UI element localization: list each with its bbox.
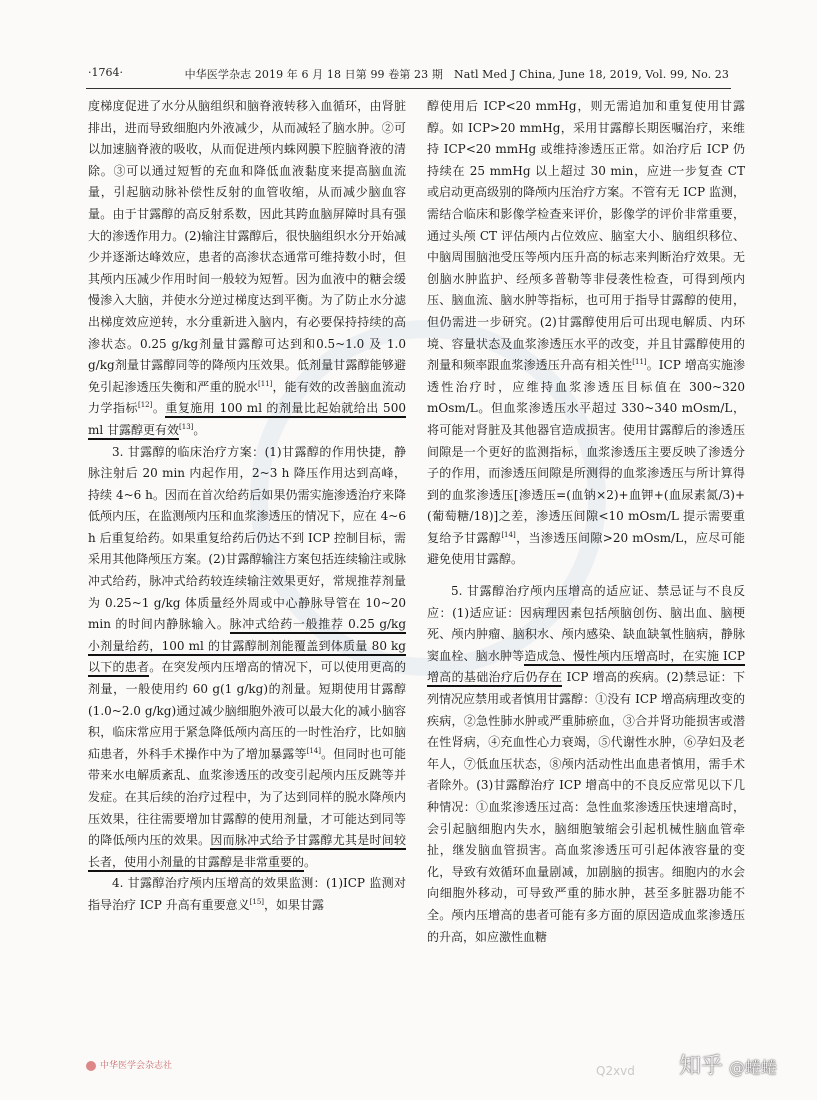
overlay-watermark-text: Q2xvd	[596, 1064, 635, 1078]
left-column	[88, 96, 406, 1056]
paragraph: 3. 甘露醇的临床治疗方案：(1)甘露醇的作用快捷，静脉注射后 20 min 内起作用，2~3 h 降压作用达到高峰，持续 4~6 h。因而在首次给药后如果仍需实施渗透治疗来降低颅内压，在监测颅内压和血浆渗透压的情况下，应在 4~6 h 后重复给药。如果重复给药后仍达不到 ICP 控制目标，需采用其他降颅压方案。(2)甘露醇输注方案包括连续输注或脉冲式给药，脉冲式给药较连续输注效果更好，常规推荐剂量为 0.25~1 g/kg 体质量经外周或中心静脉导管在 10~20 min 的时间内静脉输入。脉冲式给药一般推荐 0.25 g/kg 小剂量给药，100 ml 的甘露醇制剂能覆盖到体质量 80 kg 以下的患者。在突发颅内压增高的情况下，可以使用更高的剂量，一般使用约 60 g(1 g/kg)的剂量。短期使用甘露醇(1.0~2.0 g/kg)通过减少脑细胞外液可以最大化的减小脑容积，临床常应用于紧急降低颅内高压的一时性治疗，比如脑疝患者，外科手术操作中为了增加暴露等[14]。但同时也可能带来水电解质紊乱、血浆渗透压的改变引起颅内压反跳等并发症。在其后续的治疗过程中，为了达到同样的脱水降颅内压效果，往往需要增加甘露醇的使用剂量，才可能达到同等的降低颅内压的效果。因而脉冲式给予甘露醇尤其是时间较长者，使用小剂量的甘露醇是非常重要的。	[88, 442, 406, 874]
paragraph: 4. 甘露醇治疗颅内压增高的效果监测：(1)ICP 监测对指导治疗 ICP 升高有重要意义[15]，如果甘露	[88, 876, 406, 912]
journal-citation: 中华医学杂志 2019 年 6 月 18 日第 99 卷第 23 期 Natl Med J China, June 18, 2019, Vol. 99, No. 23	[184, 68, 729, 81]
right-column	[427, 96, 745, 1056]
paragraph: 醇使用后 ICP<20 mmHg，则无需追加和重复使用甘露醇。如 ICP>20 mmHg，采用甘露醇长期医嘱治疗，来维持 ICP<20 mmHg 或维持渗透压正常。如治疗后 ICP 仍持续在 25 mmHg 以上超过 30 min，应进一步复查 CT 或启动更高级别的降颅内压治疗方案。不管有无 ICP 监测，需结合临床和影像学检查来评价，影像学的评价非常重要，通过头颅 CT 评估颅内占位效应、脑室大小、脑组织移位、中脑周围脑池受压等颅内压升高的标志来判断治疗效果。无创脑水肿监护、经颅多普勒等非侵袭性检查，可得到颅内压、脑血流、脑水肿等指标，也可用于指导甘露醇的使用，但仍需进一步研究。(2)甘露醇使用后可出现电解质、内环境、容量状态及血浆渗透压水平的改变，并且甘露醇使用的剂量和频率跟血浆渗透压升高有相关性[11]。ICP 增高实施渗透性治疗时，应维持血浆渗透压目标值在 300~320 mOsm/L。但血浆渗透压水平超过 330~340 mOsm/L，将可能对肾脏及其他器官造成损害。使用甘露醇后的渗透压间隙是一个更好的监测指标，血浆渗透压主要反映了渗透分子的作用，而渗透压间隙是所测得的血浆渗透压与所计算得到的血浆渗透压[渗透压=(血钠×2)+血钾+(血尿素氮/3)+(葡萄糖/18)]之差，渗透压间隙<10 mOsm/L 提示需要重复给予甘露醇[14]，当渗透压间隙>20 mOsm/L，应尽可能避免使用甘露醇。	[427, 99, 745, 567]
zhihu-watermark	[679, 1049, 777, 1080]
citation: [14]	[501, 530, 516, 539]
paragraph: 5. 甘露醇治疗颅内压增高的适应证、禁忌证与不良反应：(1)适应证：因病理因素包括颅脑创伤、脑出血、脑梗死、颅内肿瘤、脑积水、颅内感染、缺血缺氧性脑病，静脉窦血栓、脑水肿等造成急、慢性颅内压增高时，在实施 ICP 增高的基础治疗后仍存在 ICP 增高的疾病。(2)禁忌证：下列情况应禁用或者慎用甘露醇：①没有 ICP 增高病理改变的疾病，②急性肺水肿或严重肺瘀血，③合并肾功能损害或潜在性肾病，④充血性心力衰竭，⑤代谢性水肿，⑥孕妇及老年人，⑦低血压状态，⑧颅内活动性出血患者慎用，需手术者除外。(3)甘露醇治疗 ICP 增高中的不良反应常见以下几种情况：①血浆渗透压过高：急性血浆渗透压快速增高时，会引起脑细胞内失水，脑细胞皱缩会引起机械性脑血管牵扯，继发脑血管损害。高血浆渗透压可引起体液容量的变化，导致有效循环血量剧减，加剧脑的损害。细胞内的水会向细胞外移动，可导致严重的肺水肿，甚至多脏器功能不全。颅内压增高的患者可能有多方面的原因造成血浆渗透压的升高，如应激性血糖	[427, 584, 745, 944]
header-rule	[86, 88, 731, 89]
citation: [14]	[306, 746, 321, 755]
highlighted-text: 因而脉冲式给予甘露醇尤其是时间较长者，使用小剂量的甘露醇是非常重要的	[88, 833, 406, 872]
citation: [12]	[137, 401, 153, 410]
highlighted-text: 造成急、慢性颅内压增高时，在实施 ICP 增高的基础治疗后仍存在	[427, 649, 745, 688]
citation: [13]	[179, 422, 194, 431]
highlighted-text: 重复施用 100 ml 的剂量比起始就给出 500 ml 甘露醇更有效	[88, 401, 406, 440]
running-header	[88, 66, 729, 84]
highlighted-text: 脉冲式给药一般推荐 0.25 g/kg 小剂量给药，100 ml 的甘露醇制剂能覆盖到体质量 80 kg 以下的患者	[88, 617, 406, 677]
citation: [11]	[258, 379, 273, 388]
paragraph: 度梯度促进了水分从脑组织和脑脊液转移入血循环，由肾脏排出，进而导致细胞内外液减少，从而减轻了脑水肿。②可以加速脑脊液的吸收，从而促进颅内蛛网膜下腔脑脊液的清除。③可以通过短暂的充血和降低血液黏度来提高脑血流量，引起脑动脉补偿性反射的血管收缩，从而减少脑血容量。由于甘露醇的高反射系数，因此其跨血脑屏障时具有强大的渗透作用力。(2)输注甘露醇后，很快脑组织水分开始减少并逐渐达峰效应，患者的高渗状态通常可维持数小时，但其颅内压减少作用时间一般较为短暂。因为血液中的糖会缓慢渗入大脑，并使水分逆过梯度达到平衡。为了防止水分滤出梯度效应逆转，水分重新进入脑内，有必要保持持续的高渗状态。0.25 g/kg剂量甘露醇可达到和0.5~1.0 及 1.0 g/kg剂量甘露醇同等的降颅内压效果。低剂量甘露醇能够避免引起渗透压失衡和严重的脱水[11]，能有效的改善脑血流动力学指标[12]。重复施用 100 ml 的剂量比起始就给出 500 ml 甘露醇更有效[13]。	[88, 96, 406, 442]
publisher-emblem-icon	[86, 1061, 96, 1071]
page-number: ·1764·	[88, 66, 123, 79]
citation: [11]	[632, 358, 647, 367]
zhihu-user: @蜷蜷	[728, 1058, 777, 1077]
zhihu-logo: 知乎	[678, 1054, 723, 1079]
publisher-logo: 中华医学会杂志社	[86, 1058, 172, 1072]
citation: [15]	[249, 897, 265, 906]
